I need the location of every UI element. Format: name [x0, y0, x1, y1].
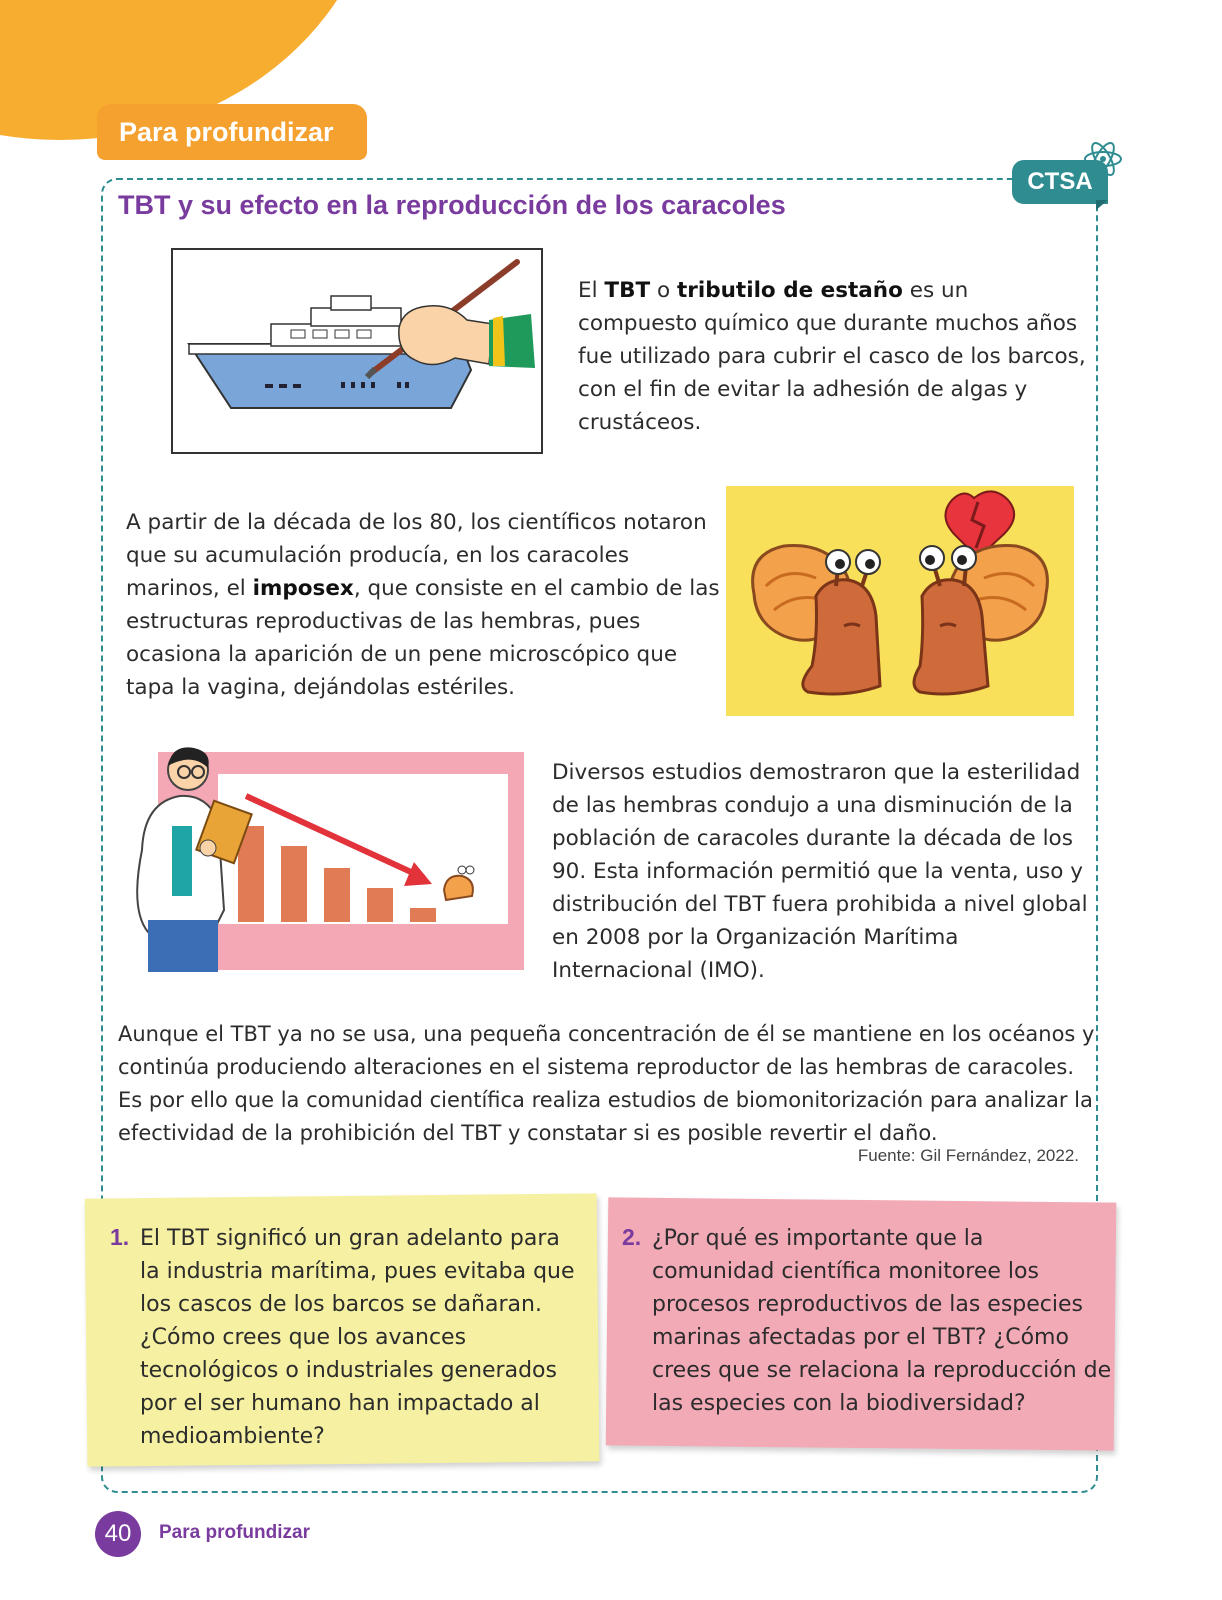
badge-fold	[1096, 200, 1108, 210]
paragraph-tbt-definition: El TBT o tributilo de estaño es un compuesto químico que durante muchos años fue utilizado para cubrir el casco de los barcos, con el fin de evitar la adhesión de algas y crustáceos.	[578, 278, 1086, 435]
question-text-1: El TBT significó un gran adelanto para la industria marítima, pues evitaba que los cascos de los barcos se dañaran. ¿Cómo crees que los avances tecnológicos o industriales generados por el ser humano han impactado al medioambiente?	[140, 1226, 575, 1449]
question-text-2: ¿Por qué es importante que la comunidad científica monitoree los procesos reproductivos de las especies marinas afectadas por el TBT? ¿Cómo crees que se relaciona la reproducción de las especies con la biodiversidad?	[652, 1226, 1112, 1416]
ship-illustration	[171, 248, 543, 454]
paragraph-studies: Diversos estudios demostraron que la esterilidad de las hembras condujo a una disminución de la población de caracoles durante la década de los 90. Esta información permitió que la venta, uso y distribución del TBT fuera prohibida a nivel global en 2008 por la Organización Marítima Internacional (IMO).	[552, 760, 1088, 983]
ctsa-badge: CTSA	[1012, 160, 1108, 204]
page-number: 40	[95, 1511, 141, 1557]
paragraph-biomonitoring: Aunque el TBT ya no se usa, una pequeña concentración de él se mantiene en los océanos y continúa produciendo alteraciones en el sistema reproductor de las hembras de caracoles. Es por ello que la comunidad científica realiza estudios de biomonitorización para analizar la efectividad de la prohibición del TBT y constatar si es posible revertir el daño.	[118, 1022, 1095, 1145]
question-number-1: 1.	[110, 1224, 130, 1250]
snails-illustration	[726, 486, 1074, 716]
section-tab: Para profundizar	[97, 104, 367, 160]
footer-section-label: Para profundizar	[159, 1522, 310, 1543]
question-number-2: 2.	[622, 1224, 642, 1250]
source-citation: Fuente: Gil Fernández, 2022.	[857, 1146, 1079, 1165]
paragraph-imposex: A partir de la década de los 80, los científicos notaron que su acumulación producía, en los caracoles marinos, el imposex, que consiste en el cambio de las estructuras reproductivas de las hembras, pues ocasiona la aparición de un pene microscópico que tapa la vagina, dejándolas estériles.	[126, 510, 720, 700]
page-title: TBT y su efecto en la reproducción de los caracoles	[118, 190, 786, 220]
atom-icon	[1082, 138, 1124, 180]
scientist-chart-illustration	[128, 740, 526, 974]
